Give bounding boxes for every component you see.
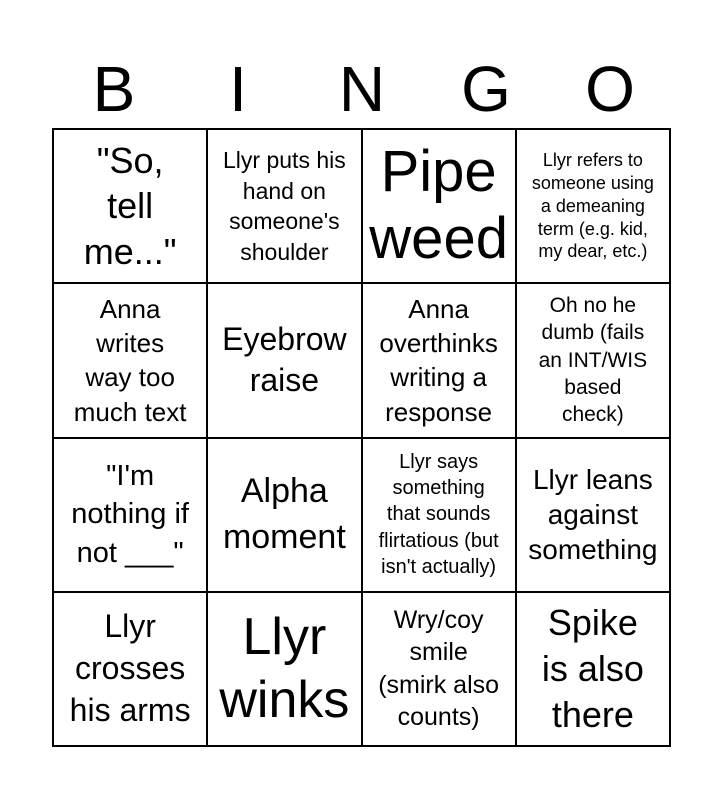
header-letter-i: I xyxy=(229,53,247,125)
bingo-cell[interactable]: Eyebrow raise xyxy=(207,283,361,437)
header-letter-o: O xyxy=(585,53,635,125)
header-letter-b: B xyxy=(92,53,136,125)
bingo-cell[interactable]: Wry/coy smile (smirk also counts) xyxy=(362,592,516,746)
bingo-cell[interactable]: "I'm nothing if not ___" xyxy=(53,438,207,592)
bingo-cell[interactable]: Oh no he dumb (fails an INT/WIS based check) xyxy=(516,283,670,437)
bingo-cell[interactable]: Llyr puts his hand on someone's shoulder xyxy=(207,129,361,283)
bingo-cell[interactable]: "So, tell me..." xyxy=(53,129,207,283)
bingo-cell[interactable]: Llyr says something that sounds flirtatious (but isn't actually) xyxy=(362,438,516,592)
header-letter-n: N xyxy=(338,53,386,125)
bingo-header xyxy=(52,50,672,128)
bingo-cell[interactable]: Alpha moment xyxy=(207,438,361,592)
bingo-cell[interactable]: Llyr winks xyxy=(207,592,361,746)
bingo-cell[interactable]: Llyr leans against something xyxy=(516,438,670,592)
bingo-cell[interactable]: Llyr refers to someone using a demeaning term (e.g. kid, my dear, etc.) xyxy=(516,129,670,283)
bingo-cell[interactable]: Anna overthinks writing a response xyxy=(362,283,516,437)
bingo-grid xyxy=(52,128,671,747)
bingo-cell[interactable]: Pipe weed xyxy=(362,129,516,283)
bingo-cell[interactable]: Anna writes way too much text xyxy=(53,283,207,437)
bingo-cell[interactable]: Spike is also there xyxy=(516,592,670,746)
header-letter-g: G xyxy=(461,53,511,125)
bingo-cell[interactable]: Llyr crosses his arms xyxy=(53,592,207,746)
